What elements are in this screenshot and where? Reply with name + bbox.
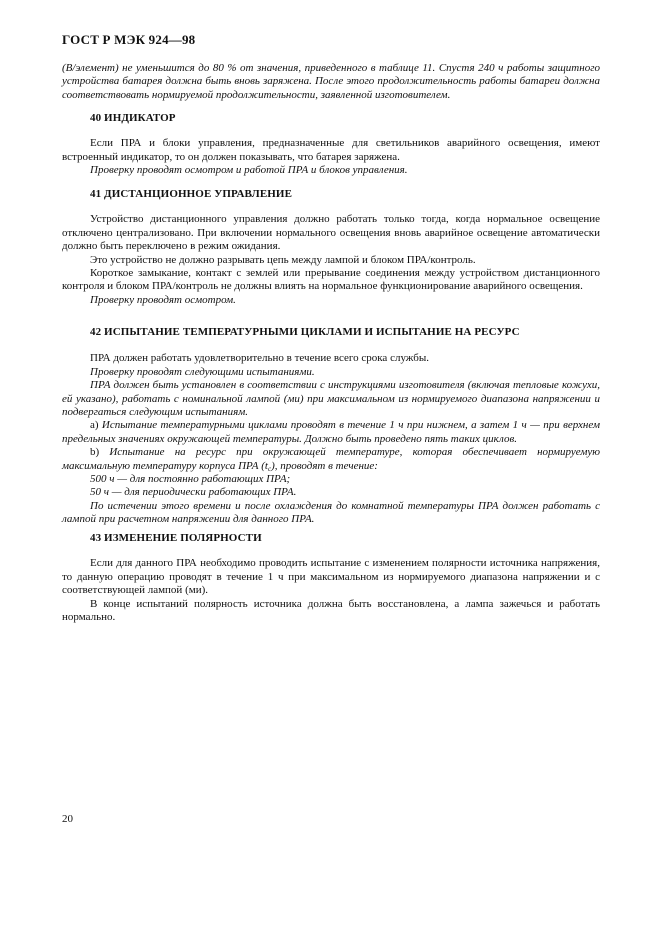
document-header: ГОСТ Р МЭК 924—98: [62, 32, 196, 47]
section-40: [62, 112, 600, 178]
section-42-p2: Проверку проводят следующими испытаниями.: [90, 365, 315, 378]
item-b-subscript: c: [268, 464, 272, 473]
section-41-p2: Это устройство не должно разрывать цепь между лампой и блоком ПРА/контроль.: [90, 253, 476, 266]
section-42-p4: По истечении этого времени и после охлаждения до комнатной температуры ПРА должен работать с лампой при расчетном напряжении для данного ПРА.: [62, 499, 600, 526]
section-41-p4: Проверку проводят осмотром.: [90, 293, 236, 306]
item-a-text: Испытание температурными циклами проводят в течение 1 ч при нижнем, а затем 1 ч — при верхнем предельных значениях окружающей температуры. Должно быть проведено пять таких циклов.: [62, 419, 600, 445]
section-41-p1: Устройство дистанционного управления должно работать только тогда, когда нормальное освещение отключено централизовано. При включении нормального освещения вновь аварийное освещение автоматически должно быть переключено в режим ожидания.: [62, 213, 600, 253]
item-b-label: b): [90, 446, 100, 459]
section-43-p1: Если для данного ПРА необходимо проводить испытание с изменением полярности источника напряжения, то данную операцию проводят в течение 1 ч при максимальном из нормируемого диапазона напряжении и с соответствующей лампой (ми).: [62, 557, 600, 597]
section-43-title: 43 ИЗМЕНЕНИЕ ПОЛЯРНОСТИ: [90, 532, 262, 544]
section-41: [62, 188, 600, 307]
item-b-text: Испытание на ресурс при окружающей температуре, которая обеспечивает нормируемую максимальную температуру корпуса ПРА (t: [62, 446, 601, 472]
intro-text: (В/элемент) не уменьшится до 80 % от значения, приведенного в таблице 11. Спустя 240 ч работы защитного устройства батарея должна быть вновь заряжена. После этого продолжительность работы батареи должна соответствовать нормируемой продолжительности, заявленной изготовителем.: [62, 62, 600, 101]
section-42-line-50: 50 ч — для периодически работающих ПРА.: [90, 486, 297, 499]
section-42: [62, 326, 600, 527]
section-40-p2: Проверку проводят осмотром и работой ПРА и блоков управления.: [90, 164, 408, 177]
section-42-item-a: [62, 419, 600, 446]
section-43: [62, 532, 600, 624]
item-a-label: a): [90, 419, 99, 432]
section-41-title: 41 ДИСТАНЦИОННОЕ УПРАВЛЕНИЕ: [90, 188, 293, 200]
section-40-title: 40 ИНДИКАТОР: [90, 112, 176, 124]
section-43-p2: В конце испытаний полярность источника должна быть восстановлена, а лампа зажечься и работать нормально.: [62, 597, 600, 624]
section-40-p1: Если ПРА и блоки управления, предназначенные для светильников аварийного освещения, имеют встроенный индикатор, то он должен показывать, что батарея заряжена.: [62, 137, 600, 163]
intro-paragraph: [62, 62, 600, 102]
section-42-item-b: [62, 446, 600, 473]
page-number: 20: [62, 813, 73, 825]
section-42-p1: ПРА должен работать удовлетворительно в течение всего срока службы.: [90, 352, 429, 365]
section-42-p3: ПРА должен быть установлен в соответствии с инструкциями изготовителя (включая тепловые кожухи, ей указано), работать с номинальной лампой (ми) при максимальном из нормируемого диапазона напряжении и подвергаться следующим испытаниям.: [62, 379, 600, 419]
section-42-line-500: 500 ч — для постоянно работающих ПРА;: [90, 473, 291, 486]
item-b-tail: ), проводят в течение:: [271, 459, 378, 472]
section-41-p3: Короткое замыкание, контакт с землей или прерывание соединения между устройством дистанционного контроля и блоком ПРА/контроль не должны влиять на нормальное функционирование аварийного освещения.: [62, 267, 600, 293]
section-42-title: 42 ИСПЫТАНИЕ ТЕМПЕРАТУРНЫМИ ЦИКЛАМИ И ИСПЫТАНИЕ НА РЕСУРС: [90, 326, 520, 338]
